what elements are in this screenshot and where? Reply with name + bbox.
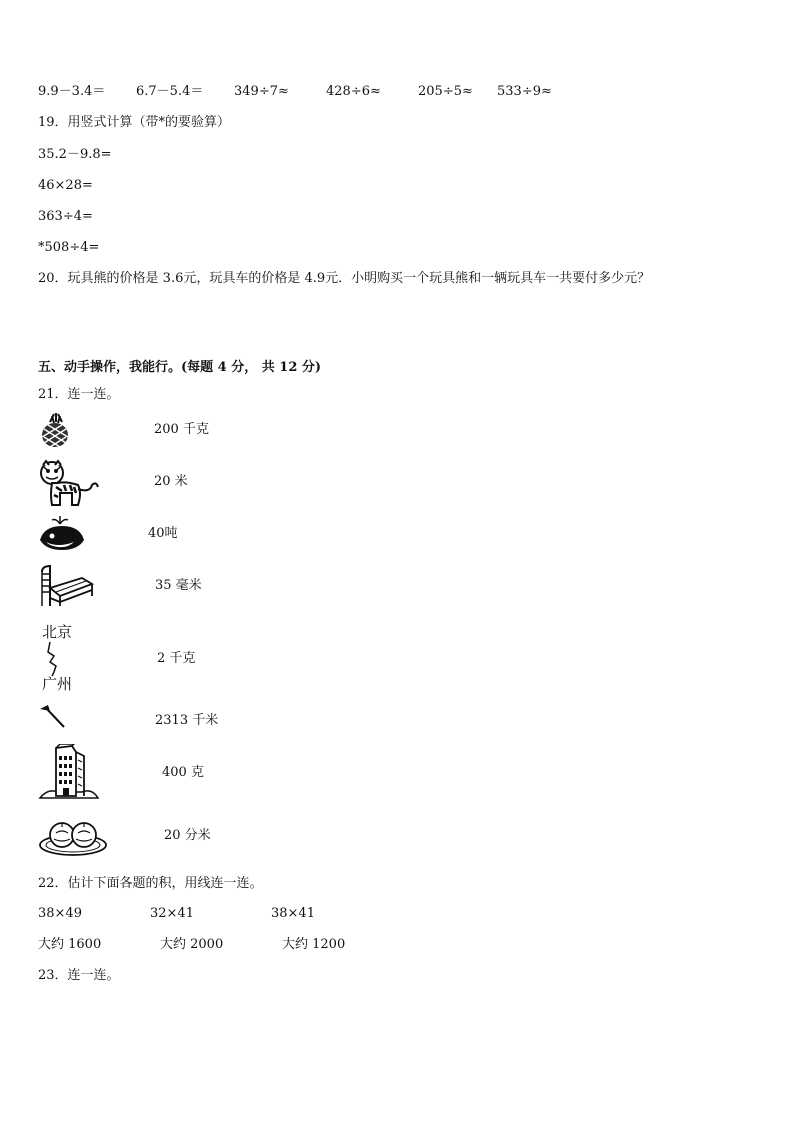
q21-label-1: 200 千克 (154, 422, 209, 437)
map-label-beijing: 北京 (42, 623, 73, 641)
q19-item-2: 46×28= (38, 178, 93, 193)
route-map-icon (40, 640, 80, 678)
q22-expr-1: 38×49 (38, 906, 82, 921)
q19-item-3: 363÷4= (38, 209, 93, 224)
q19-item-1: 35.2－9.8= (38, 147, 112, 162)
q22-estimate-3: 大约 1200 (282, 937, 346, 952)
q22-estimate-1: 大约 1600 (38, 937, 102, 952)
q19-item-4: *508÷4= (38, 240, 100, 255)
q21-label-8: 20 分米 (164, 828, 211, 843)
q18-expr-6: 533÷9≈ (497, 84, 552, 99)
whale-icon (38, 514, 86, 552)
q22-expr-3: 38×41 (271, 906, 315, 921)
pineapple-icon (38, 412, 72, 448)
q20-question: 20．玩具熊的价格是 3.6元，玩具车的价格是 4.9元．小明购买一个玩具熊和一辆玩具车一共要付多少元？ (38, 271, 651, 286)
section5-title: 五、动手操作，我能行。(每题 4 分， 共 12 分) (38, 360, 322, 375)
tiger-icon (38, 459, 100, 507)
bed-icon (38, 562, 94, 608)
q21-label-4: 35 毫米 (155, 578, 202, 593)
q19-title: 19．用竖式计算（带*的要验算） (38, 115, 231, 130)
q21-label-5: 2 千克 (157, 651, 196, 666)
pushpin-icon (38, 703, 68, 729)
q22-title: 22．估计下面各题的积，用线连一连。 (38, 876, 263, 891)
q23-title: 23．连一连。 (38, 968, 120, 983)
q21-label-6: 2313 千米 (155, 713, 219, 728)
fruit-plate-icon (38, 815, 108, 857)
building-icon (38, 744, 100, 800)
q18-expr-5: 205÷5≈ (418, 84, 473, 99)
q21-label-3: 40吨 (148, 526, 178, 541)
q18-expr-2: 6.7－5.4＝ (136, 84, 204, 99)
q18-expr-3: 349÷7≈ (234, 84, 289, 99)
q21-title: 21．连一连。 (38, 387, 120, 402)
q18-expr-4: 428÷6≈ (326, 84, 381, 99)
q22-estimate-2: 大约 2000 (160, 937, 224, 952)
q21-label-7: 400 克 (162, 765, 204, 780)
map-label-guangzhou: 广州 (42, 675, 73, 693)
q18-expr-1: 9.9－3.4＝ (38, 84, 106, 99)
q21-label-2: 20 米 (154, 474, 188, 489)
q22-expr-2: 32×41 (150, 906, 194, 921)
